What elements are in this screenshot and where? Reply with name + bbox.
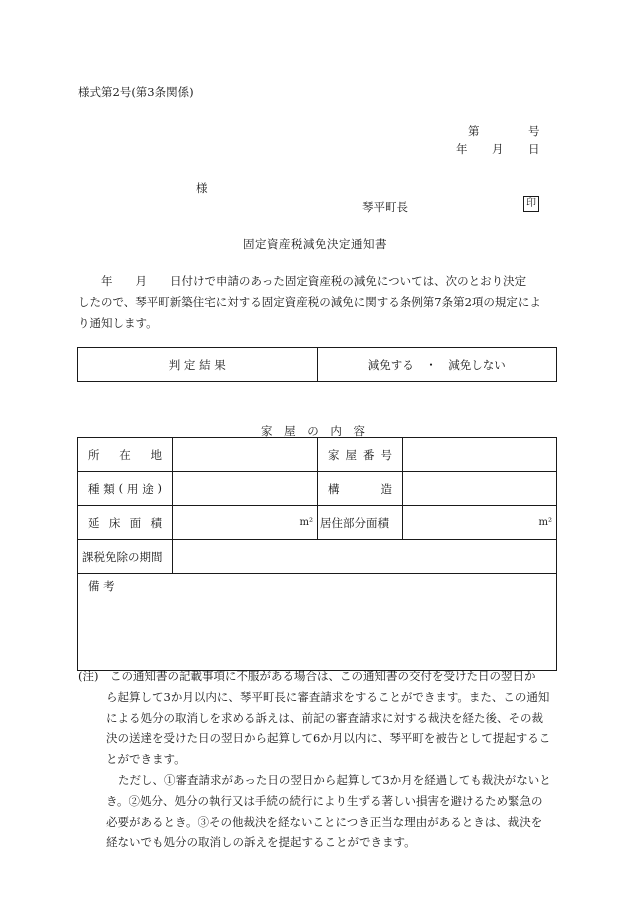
type-usage-label-text: 種 類 ( 用 途 ): [88, 480, 162, 496]
house-number-label-text: 家 屋 番 号: [328, 447, 392, 462]
house-details-table: [77, 437, 557, 671]
note-line: 経ないでも処分の取消しの訴えを提起することができます。: [106, 835, 416, 850]
remarks-label: 備 考: [88, 579, 115, 593]
location-label: [78, 438, 173, 472]
note-line: とができます。: [106, 752, 186, 767]
note-line: ら起算して3か月以内に、琴平町長に審査請求をすることができます。また、この通知: [106, 689, 550, 704]
document-number-suffix: 号: [528, 124, 540, 138]
note-line: による処分の取消しを求める訴えは、前記の審査請求に対する裁決を経た後、その裁: [106, 710, 543, 725]
floor-area-label-text: 延 床 面 積: [88, 515, 162, 530]
form-number: 様式第2号(第3条関係): [78, 85, 194, 99]
body-paragraph: [78, 271, 556, 334]
remarks-cell: [78, 574, 557, 671]
residential-area-label: 居住部分面積: [318, 506, 403, 540]
appeal-note: [78, 666, 556, 853]
type-usage-label: [78, 472, 173, 506]
structure-label-text: 構 造: [328, 481, 392, 496]
judgement-label: 判 定 結 果: [78, 348, 318, 382]
note-line: ただし、①審査請求があった日の翌日から起算して3か月を経過しても裁決がないと: [118, 772, 551, 787]
sender-name: 琴平町長: [362, 200, 408, 214]
exemption-period-value: [173, 540, 557, 574]
note-line: (注) この通知書の記載事項に不服がある場合は、この通知書の交付を受けた日の翌日か: [78, 669, 536, 683]
structure-label: [318, 472, 403, 506]
date-day-label: 日: [528, 142, 540, 156]
date-year-label: 年: [456, 142, 468, 156]
structure-value: [403, 472, 557, 506]
type-usage-value: [173, 472, 318, 506]
residential-area-unit: m²: [403, 506, 557, 540]
house-section-caption: 家 屋 の 内 容: [260, 424, 370, 438]
note-line: 決の送達を受けた日の翌日から起算して6か月以内に、琴平町を被告として提起するこ: [106, 731, 551, 746]
house-number-value: [403, 438, 557, 472]
note-line: き。②処分、処分の執行又は手続の続行により生ずる著しい損害を避けるため緊急の: [106, 793, 543, 808]
addressee-honorific: 様: [196, 181, 208, 195]
judgement-table: [77, 347, 557, 382]
location-label-text: 所 在 地: [88, 447, 162, 462]
date-month-label: 月: [492, 142, 504, 156]
document-title: 固定資産税減免決定通知書: [243, 237, 387, 251]
body-line: り通知します。: [78, 316, 158, 330]
floor-area-unit: m²: [173, 506, 318, 540]
body-line: 年 月 日付けで申請のあった固定資産税の減免については、次のとおり決定: [78, 274, 527, 288]
judgement-options: 減免する ・ 減免しない: [317, 348, 557, 382]
body-line: したので、琴平町新築住宅に対する固定資産税の減免に関する条例第7条第2項の規定によ: [78, 295, 541, 309]
document-number-label: 第: [468, 124, 480, 138]
location-value: [173, 438, 318, 472]
exemption-period-label: 課税免除の期間: [78, 540, 173, 574]
seal-stamp: 印: [523, 196, 539, 212]
floor-area-label: [78, 506, 173, 540]
note-line: 必要があるとき。③その他裁決を経ないことにつき正当な理由があるときは、裁決を: [106, 814, 543, 829]
house-number-label: [318, 438, 403, 472]
